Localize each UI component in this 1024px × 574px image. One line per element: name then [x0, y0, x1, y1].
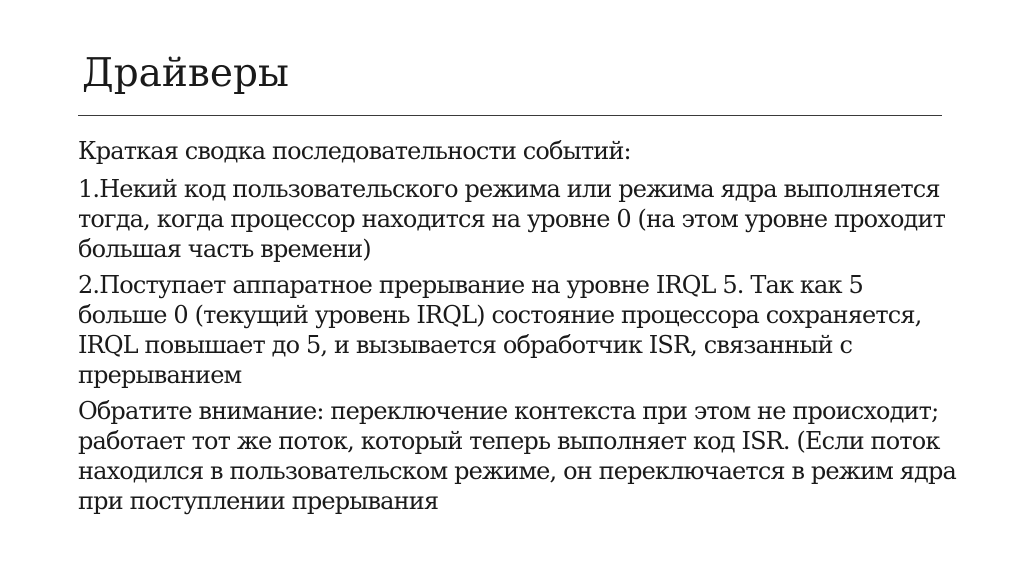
intro-paragraph: Краткая сводка последовательности событий:	[78, 137, 631, 165]
note-paragraph: Обратите внимание: переключение контекста при этом не происходит; работает тот же поток, который теперь выполняет код ISR. (Если поток находился в пользовательском режиме, он переключается в режим ядра при поступлении прерывания	[78, 397, 956, 515]
title-divider	[78, 115, 942, 116]
step-1-paragraph: 1.Некий код пользовательского режима или режима ядра выполняется тогда, когда процессор находится на уровне 0 (на этом уровне проходит большая часть времени)	[78, 175, 946, 263]
slide-body	[78, 136, 958, 522]
step-2-paragraph: 2.Поступает аппаратное прерывание на уровне IRQL 5. Так как 5 больше 0 (текущий уровень IRQL) состояние процессора сохраняется, IRQL повышает до 5, и вызывается обработчик ISR, связанный с прерыванием	[78, 271, 922, 389]
slide-title: Драйверы	[82, 51, 289, 96]
